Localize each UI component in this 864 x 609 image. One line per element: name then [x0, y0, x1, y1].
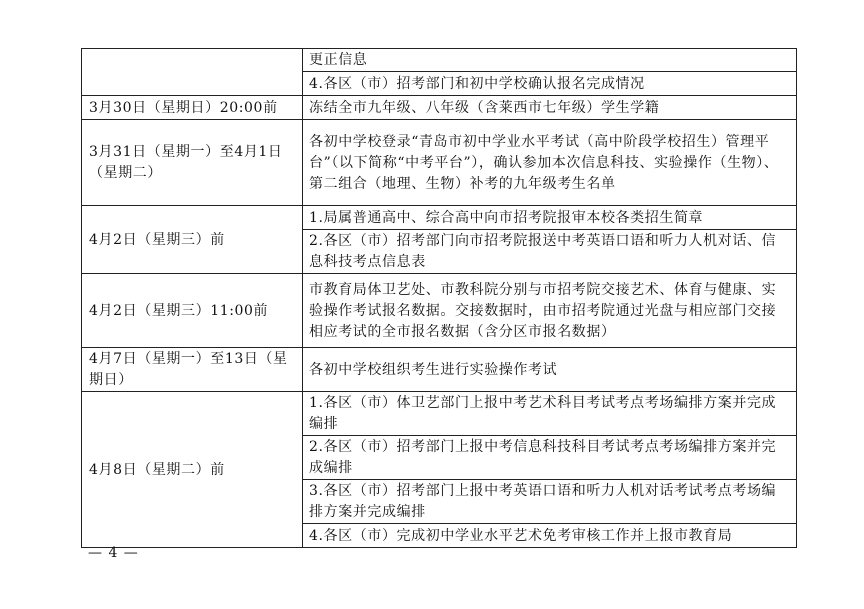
task-cell: 1.局属普通高中、综合高中向市招考院报审本校各类招生简章 — [303, 206, 797, 230]
task-cell: 1.各区（市）体卫艺部门上报中考艺术科目考试考点考场编排方案并完成编排 — [303, 392, 797, 436]
task-cell: 市教育局体卫艺处、市教科院分别与市招考院交接艺术、体育与健康、实验操作考试报名数据。交接数据时，由市招考院通过光盘与相应部门交接相应考试的全市报名数据（含分区市报名数据） — [303, 274, 797, 348]
table-row — [82, 120, 797, 206]
task-cell: 各初中学校组织考生进行实验操作考试 — [303, 348, 797, 392]
page-number: — 4 — — [88, 545, 139, 561]
table-row — [82, 96, 797, 120]
table-row — [82, 348, 797, 392]
table-row — [82, 49, 797, 72]
table-row — [82, 206, 797, 230]
task-cell: 4.各区（市）招考部门和初中学校确认报名完成情况 — [303, 72, 797, 96]
date-cell — [82, 49, 303, 96]
task-cell: 2.各区（市）招考部门向市招考院报送中考英语口语和听力人机对话、信息科技考点信息表 — [303, 230, 797, 274]
task-cell: 2.各区（市）招考部门上报中考信息科技科目考试考点考场编排方案并完成编排 — [303, 436, 797, 480]
date-cell: 3月31日（星期一）至4月1日（星期二） — [82, 120, 303, 206]
table-row — [82, 274, 797, 348]
date-cell: 4月2日（星期三）11:00前 — [82, 274, 303, 348]
task-cell: 各初中学校登录“青岛市初中学业水平考试（高中阶段学校招生）管理平台”（以下简称“中考平台”），确认参加本次信息科技、实验操作（生物）、第二组合（地理、生物）补考的九年级考生名单 — [303, 120, 797, 206]
schedule-table — [81, 48, 797, 548]
task-cell: 4.各区（市）完成初中学业水平艺术免考审核工作并上报市教育局 — [303, 524, 797, 548]
date-cell: 4月8日（星期二）前 — [82, 392, 303, 548]
date-cell: 4月2日（星期三）前 — [82, 206, 303, 274]
task-cell: 冻结全市九年级、八年级（含莱西市七年级）学生学籍 — [303, 96, 797, 120]
table-row — [82, 392, 797, 436]
task-cell: 更正信息 — [303, 49, 797, 72]
date-cell: 4月7日（星期一）至13日（星期日） — [82, 348, 303, 392]
task-cell: 3.各区（市）招考部门上报中考英语口语和听力人机对话考试考点考场编排方案并完成编排 — [303, 480, 797, 524]
date-cell: 3月30日（星期日）20:00前 — [82, 96, 303, 120]
